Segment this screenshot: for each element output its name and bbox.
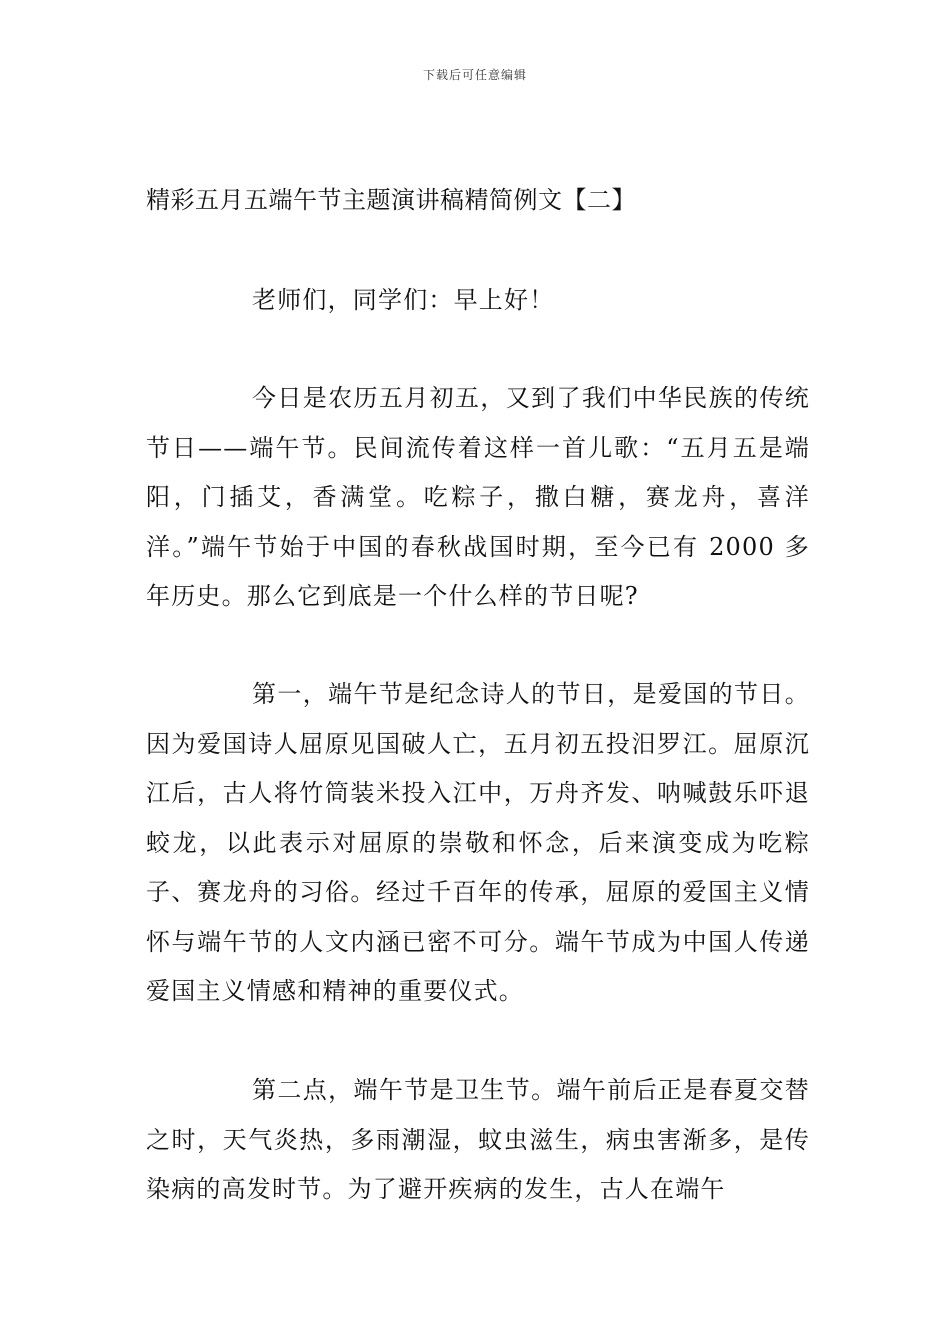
greeting-line: 老师们，同学们：早上好！ (252, 286, 555, 314)
paragraph-1: 今日是农历五月初五，又到了我们中华民族的传统节日——端午节。民间流传着这样一首儿歌：“五月五是端阳，门插艾，香满堂。吃粽子，撒白糖，赛龙舟，喜洋洋。”端午节始于中国的春秋战国时期，至今已有 2000 多年历史。那么它到底是一个什么样的节日呢? (146, 384, 810, 610)
document-title: 精彩五月五端午节主题演讲稿精简例文【二】 (146, 186, 636, 214)
paragraph-3: 第二点，端午节是卫生节。端午前后正是春夏交替之时，天气炎热，多雨潮湿，蚊虫滋生，病虫害渐多，是传染病的高发时节。为了避开疾病的发生，古人在端午 (146, 1076, 810, 1203)
paragraph-2: 第一，端午节是纪念诗人的节日，是爱国的节日。因为爱国诗人屈原见国破人亡，五月初五投汨罗江。屈原沉江后，古人将竹筒装米投入江中，万舟齐发、呐喊鼓乐吓退蛟龙，以此表示对屈原的崇敬和怀念，后来演变成为吃粽子、赛龙舟的习俗。经过千百年的传承，屈原的爱国主义情怀与端午节的人文内涵已密不可分。端午节成为中国人传递爱国主义情感和精神的重要仪式。 (146, 680, 810, 1005)
header-note: 下载后可任意编辑 (422, 68, 527, 82)
